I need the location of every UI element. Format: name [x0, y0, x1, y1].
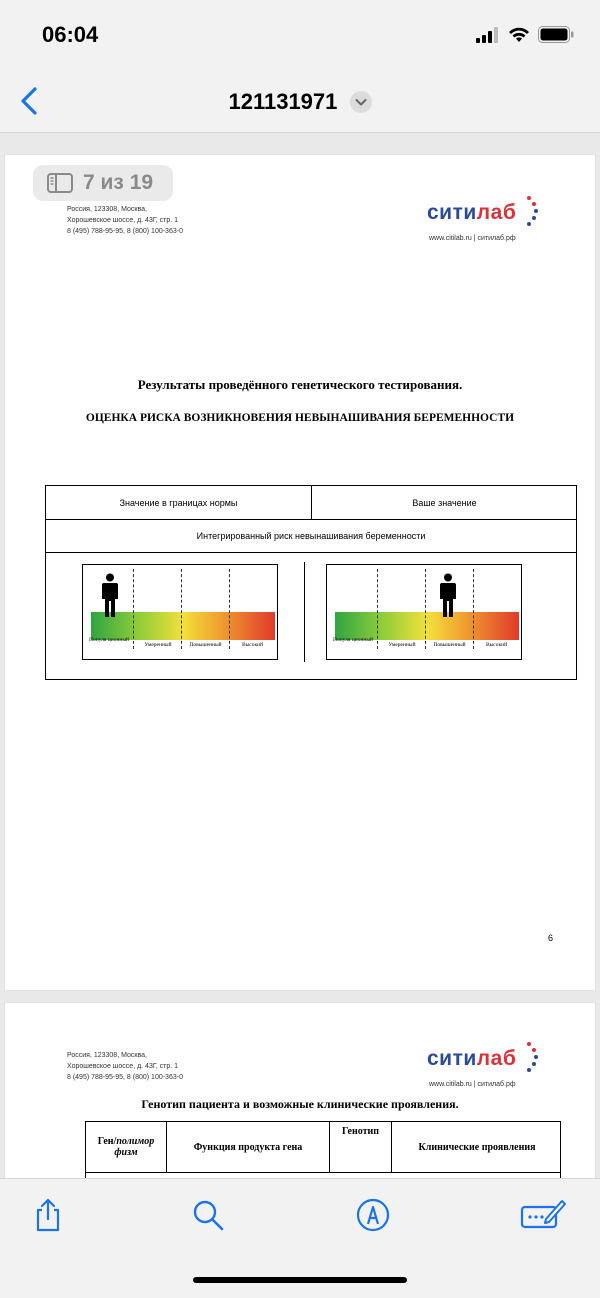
label-population: Популя ционный: [89, 637, 129, 643]
col-gene-line2: физм: [114, 1147, 138, 1158]
lab-address: [67, 1050, 183, 1083]
citilab-logo: [427, 201, 516, 225]
col-function: Функция продукта гена: [167, 1122, 330, 1172]
risk-gradient-bar: [335, 612, 519, 640]
sidebar-icon: [47, 173, 73, 193]
status-icons: [476, 26, 574, 43]
logo-subtitle: www.citilab.ru | ситилаб.рф: [429, 1081, 516, 1088]
label-elevated: Повышенный: [433, 642, 466, 648]
integrated-risk-label: Интегрированный риск невынашивания беременности: [196, 530, 426, 541]
logo-text-accent: лаб: [476, 1047, 517, 1070]
home-indicator: [193, 1277, 407, 1283]
scale-divider: [473, 569, 474, 649]
label-moderate: Умеренный: [144, 642, 172, 648]
results-heading: Результаты проведённого генетического тестирования.: [137, 377, 463, 392]
address-line: Россия, 123308, Москва,: [67, 1052, 147, 1059]
scale-divider: [377, 569, 378, 649]
battery-icon: [538, 26, 574, 43]
scale-divider: [133, 569, 134, 649]
norm-risk-scale: [82, 564, 278, 660]
address-line: Россия, 123308, Москва,: [67, 206, 147, 213]
logo-text-accent: лаб: [476, 201, 517, 224]
header-your-value: Ваше значение: [412, 497, 477, 508]
markup-icon[interactable]: [355, 1197, 391, 1233]
table-header-row: [46, 486, 576, 520]
col-gene-line1: [98, 1136, 154, 1147]
chevron-down-icon[interactable]: [350, 91, 372, 113]
cellular-signal-icon: [476, 27, 500, 43]
risk-heading: ОЦЕНКА РИСКА ВОЗНИКНОВЕНИЯ НЕВЫНАШИВАНИЯ БЕРЕМЕННОСТИ: [85, 412, 515, 424]
scale-divider: [425, 569, 426, 649]
navigation-bar: [0, 70, 600, 133]
pdf-viewer[interactable]: [0, 133, 600, 1178]
scale-separator: [304, 562, 305, 662]
your-risk-scale: [326, 564, 522, 660]
wifi-icon: [508, 27, 530, 43]
scale-divider: [229, 569, 230, 649]
page-counter-text: 7 из 19: [83, 171, 154, 194]
logo-text-main: сити: [427, 1047, 477, 1070]
address-line: Хорошевское шоссе, д. 43Г, стр. 1: [67, 1063, 179, 1070]
person-marker-icon: [439, 573, 457, 617]
pdf-page-8: [5, 1003, 595, 1178]
logo-dots-icon: [525, 1041, 539, 1075]
col-genotype: Генотип: [330, 1122, 392, 1172]
label-high: Высокий: [241, 642, 264, 648]
label-moderate: Умеренный: [388, 642, 416, 648]
col-gene-text: Ген/: [97, 1136, 117, 1147]
scale-divider: [181, 569, 182, 649]
pdf-page-7: [5, 155, 595, 990]
label-population: Популя ционный: [333, 637, 373, 643]
status-time: 06:04: [42, 22, 99, 47]
citilab-logo: [427, 1047, 516, 1071]
genotype-heading: Генотип пациента и возможные клинические проявления.: [141, 1097, 459, 1111]
label-high: Высокий: [485, 642, 508, 648]
document-title[interactable]: [0, 88, 600, 115]
address-line: 8 (495) 788-95-95, 8 (800) 100-363-0: [67, 1074, 183, 1081]
logo-subtitle: www.citilab.ru | ситилаб.рф: [429, 235, 516, 242]
table-subheader-row: [46, 519, 576, 553]
page-number: 6: [547, 933, 553, 943]
logo-dots-icon: [525, 195, 539, 229]
search-icon[interactable]: [190, 1197, 226, 1233]
col-gene-italic: полимор: [116, 1136, 155, 1147]
label-elevated: Повышенный: [189, 642, 222, 648]
col-clinical: Клинические проявления: [418, 1141, 536, 1153]
col-gene: [86, 1122, 167, 1172]
genotype-table: [85, 1121, 561, 1178]
status-bar: [0, 0, 600, 70]
table-divider: [86, 1172, 560, 1173]
address-line: 8 (495) 788-95-95, 8 (800) 100-363-0: [67, 228, 183, 235]
edit-form-icon[interactable]: [520, 1197, 566, 1233]
lab-address: [67, 204, 183, 237]
header-norm: Значение в границах нормы: [46, 486, 312, 519]
share-icon[interactable]: [30, 1197, 66, 1233]
logo-text-main: сити: [427, 201, 477, 224]
risk-table: [45, 485, 577, 680]
person-marker-icon: [101, 573, 119, 617]
address-line: Хорошевское шоссе, д. 43Г, стр. 1: [67, 217, 179, 224]
document-title-text: 121131971: [228, 89, 338, 115]
page-counter: [33, 165, 173, 201]
